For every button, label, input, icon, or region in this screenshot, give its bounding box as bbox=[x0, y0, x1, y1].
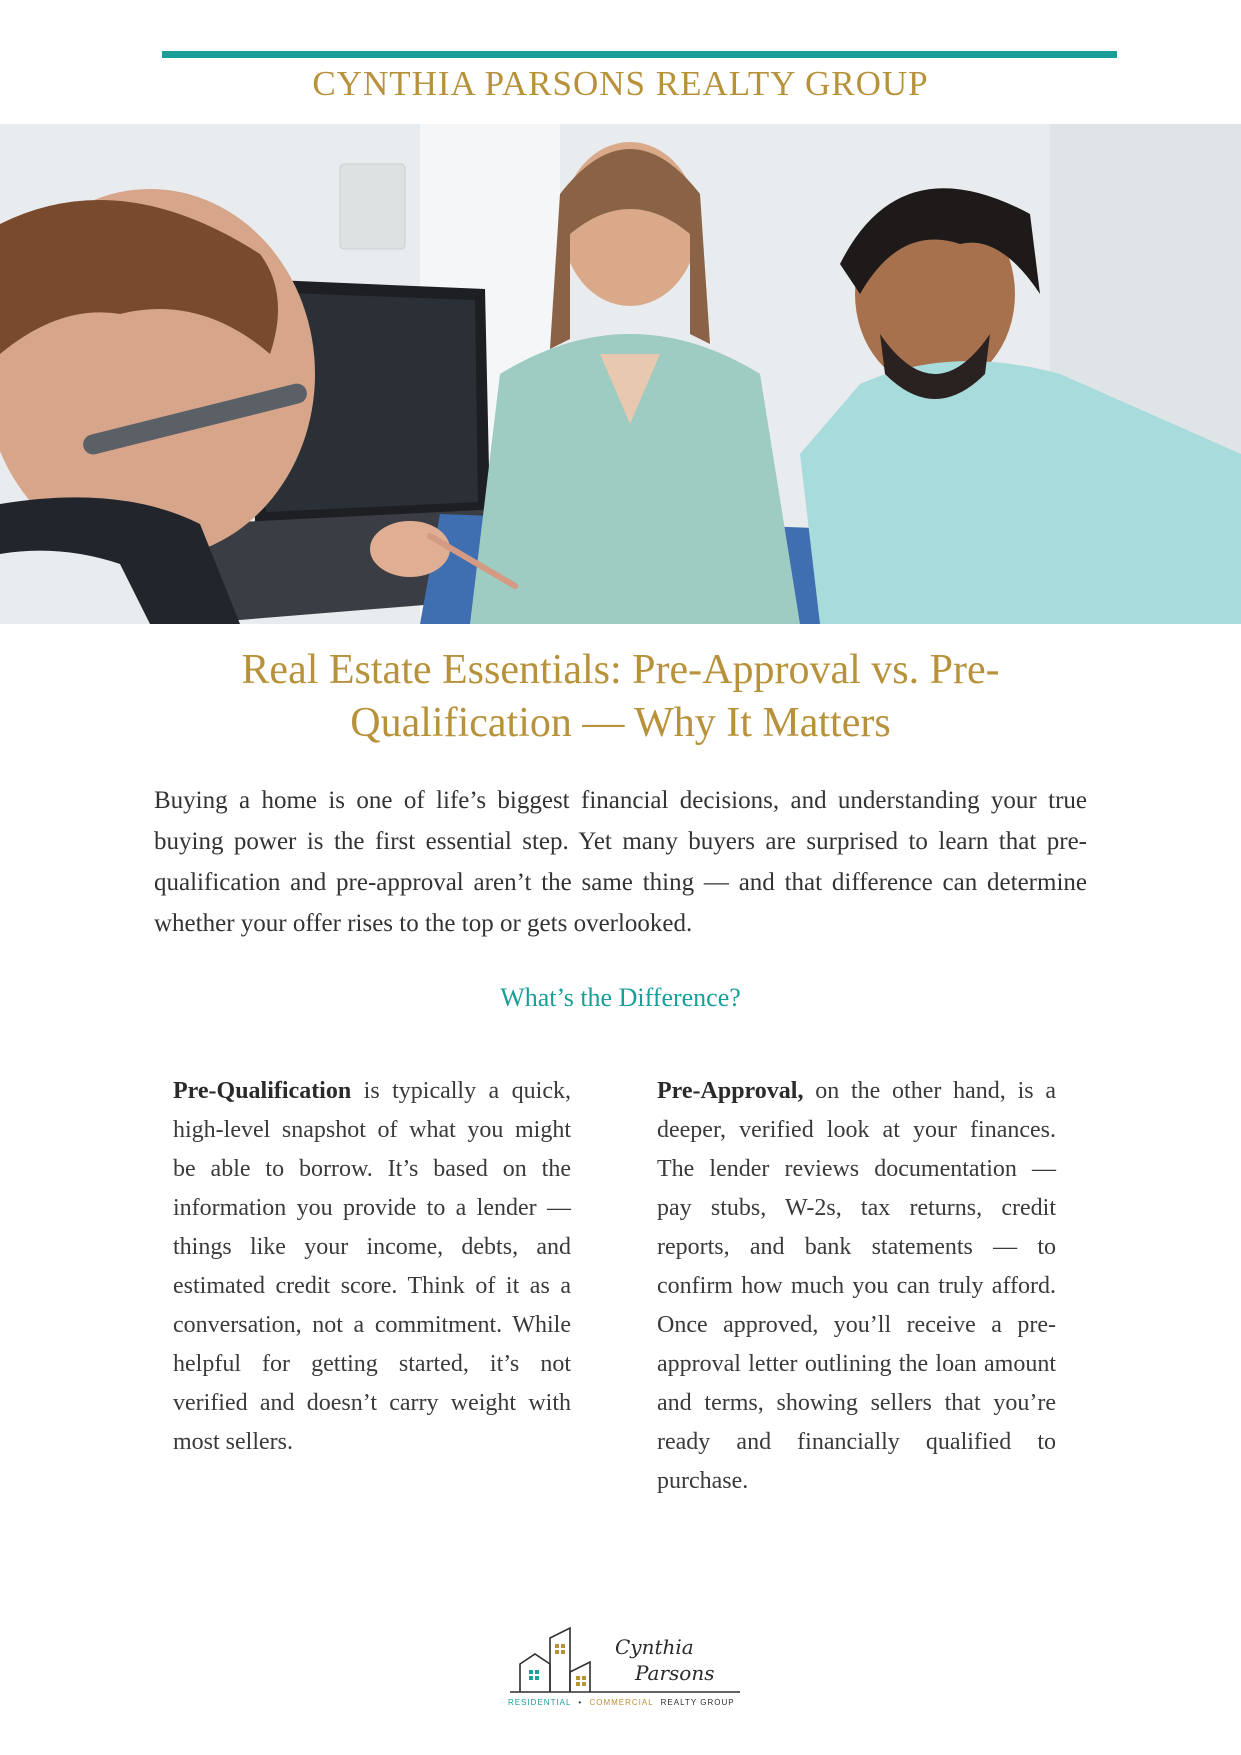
section-subheading: What’s the Difference? bbox=[500, 983, 741, 1012]
logo-tag-commercial: COMMERCIAL bbox=[589, 1698, 654, 1707]
header-accent-bar bbox=[162, 51, 1117, 58]
pre-approval-column bbox=[657, 1072, 1056, 1501]
logo-tag-separator: • bbox=[578, 1698, 583, 1707]
svg-text:RESIDENTIAL • COMM bbox=[508, 1698, 735, 1707]
intro-paragraph: Buying a home is one of life’s biggest financial decisions, and understanding your true buying power is the first essential step. Yet many buyers are surprised to learn that pre-qualification and pre-approval aren’t the same thing — and that difference can determine whether your offer rises to the top or gets overlooked. bbox=[154, 787, 1087, 937]
pre-qualification-column bbox=[173, 1072, 571, 1462]
pre-qualification-term: Pre-Qualification bbox=[173, 1078, 352, 1104]
brand-name: CYNTHIA PARSONS REALTY GROUP bbox=[312, 64, 929, 103]
pre-qualification-text: is typically a quick, high-level snapshot of what you might be able to borrow. It’s based on the information you provide to a lender — things like your income, debts, and estimated credit score. Think of it as a conversation, not a commitment. While helpful for getting started, it’s not verified and doesn’t carry weight with most sellers. bbox=[173, 1078, 571, 1455]
article-title: Real Estate Essentials: Pre-Approval vs. Pre-Qualification — Why It Matters bbox=[241, 647, 1000, 746]
logo-script-line2: Parsons bbox=[635, 1661, 715, 1685]
company-logo bbox=[505, 1620, 745, 1710]
logo-tag-group: REALTY GROUP bbox=[660, 1698, 735, 1707]
logo-script-line1: Cynthia bbox=[615, 1635, 694, 1659]
hero-photo bbox=[0, 124, 1241, 624]
pre-approval-text: on the other hand, is a deeper, verified look at your finances. The lender reviews documentation — pay stubs, W-2s, tax returns, credit reports, and bank statements — to confirm how much you can truly afford. Once approved, you’ll receive a pre-approval letter outlining the loan amount and terms, showing sellers that you’re ready and financially qualified to purchase. bbox=[657, 1078, 1056, 1494]
logo-tag-residential: RESIDENTIAL bbox=[508, 1698, 572, 1707]
pre-approval-term: Pre-Approval, bbox=[657, 1078, 804, 1104]
